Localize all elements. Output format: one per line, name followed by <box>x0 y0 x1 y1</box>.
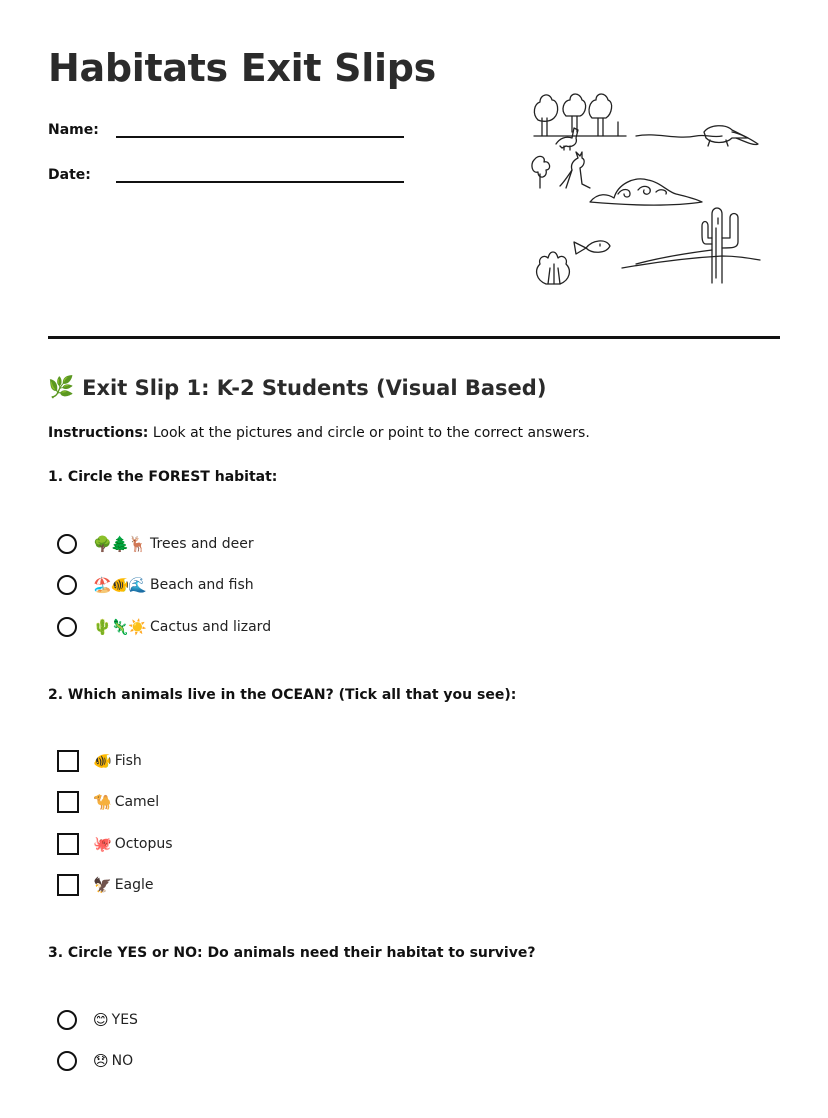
camel-icon: 🐪 <box>93 793 111 811</box>
name-label: Name: <box>48 122 99 138</box>
cactus-drawing <box>702 208 738 283</box>
forest-trees-drawing <box>534 94 626 136</box>
question-1-option-3[interactable] <box>57 615 271 639</box>
question-3-option-2[interactable] <box>57 1049 133 1073</box>
ocean-wave-drawing <box>590 179 702 205</box>
fish-drawing <box>574 241 610 254</box>
radio-circle[interactable] <box>57 617 77 637</box>
name-field <box>48 118 404 138</box>
kangaroo-drawing <box>532 152 590 188</box>
option-label: Beach and fish <box>150 577 254 593</box>
question-2-prompt: 2. Which animals live in the OCEAN? (Tick all that you see): <box>48 687 517 703</box>
instructions-label: Instructions: <box>48 425 149 441</box>
anteater-drawing <box>636 126 758 146</box>
option-label: Cactus and lizard <box>150 619 272 635</box>
page-title: Habitats Exit Slips <box>48 46 436 90</box>
eagle-icon: 🦅 <box>93 876 111 894</box>
trees-deer-icon: 🌳🌲🦌 <box>93 535 147 553</box>
leaf-icon: 🌿 <box>48 375 75 399</box>
question-2-option-3[interactable] <box>57 832 173 856</box>
checkbox[interactable] <box>57 874 79 896</box>
deer-drawing <box>556 128 578 150</box>
option-label: Eagle <box>114 877 154 893</box>
section-title: Exit Slip 1: K-2 Students (Visual Based) <box>82 375 547 400</box>
octopus-icon: 🐙 <box>93 835 111 853</box>
question-1-option-1[interactable] <box>57 532 254 556</box>
question-2-option-2[interactable] <box>57 790 159 814</box>
question-2-option-1[interactable] <box>57 749 142 773</box>
option-label: Trees and deer <box>150 536 254 552</box>
date-field <box>48 163 404 183</box>
question-3-prompt: 3. Circle YES or NO: Do animals need their habitat to survive? <box>48 945 536 961</box>
instructions <box>48 425 590 441</box>
cactus-lizard-icon: 🌵🦎☀️ <box>93 618 147 636</box>
checkbox[interactable] <box>57 791 79 813</box>
checkbox[interactable] <box>57 750 79 772</box>
question-2-option-4[interactable] <box>57 873 154 897</box>
question-1-prompt: 1. Circle the FOREST habitat: <box>48 469 278 485</box>
date-label: Date: <box>48 167 91 183</box>
succulent-drawing <box>537 252 570 284</box>
radio-circle[interactable] <box>57 1051 77 1071</box>
beach-fish-icon: 🏖️🐠🌊 <box>93 576 147 594</box>
option-label: NO <box>111 1053 134 1069</box>
section-heading <box>48 375 546 400</box>
desert-ground-drawing <box>622 250 760 268</box>
option-label: Octopus <box>114 836 173 852</box>
instructions-text: Look at the pictures and circle or point to the correct answers. <box>152 425 590 441</box>
section-divider <box>48 336 780 339</box>
smiling-face-icon: 😊 <box>93 1011 108 1029</box>
name-line[interactable] <box>116 118 404 138</box>
sad-face-icon: 😞 <box>93 1052 108 1070</box>
date-line[interactable] <box>116 163 404 183</box>
radio-circle[interactable] <box>57 534 77 554</box>
option-label: YES <box>111 1012 138 1028</box>
radio-circle[interactable] <box>57 575 77 595</box>
fish-icon: 🐠 <box>93 752 111 770</box>
option-label: Fish <box>114 753 142 769</box>
radio-circle[interactable] <box>57 1010 77 1030</box>
question-3-option-1[interactable] <box>57 1008 138 1032</box>
question-1-option-2[interactable] <box>57 573 254 597</box>
option-label: Camel <box>114 794 160 810</box>
checkbox[interactable] <box>57 833 79 855</box>
habitats-illustration <box>526 88 766 294</box>
